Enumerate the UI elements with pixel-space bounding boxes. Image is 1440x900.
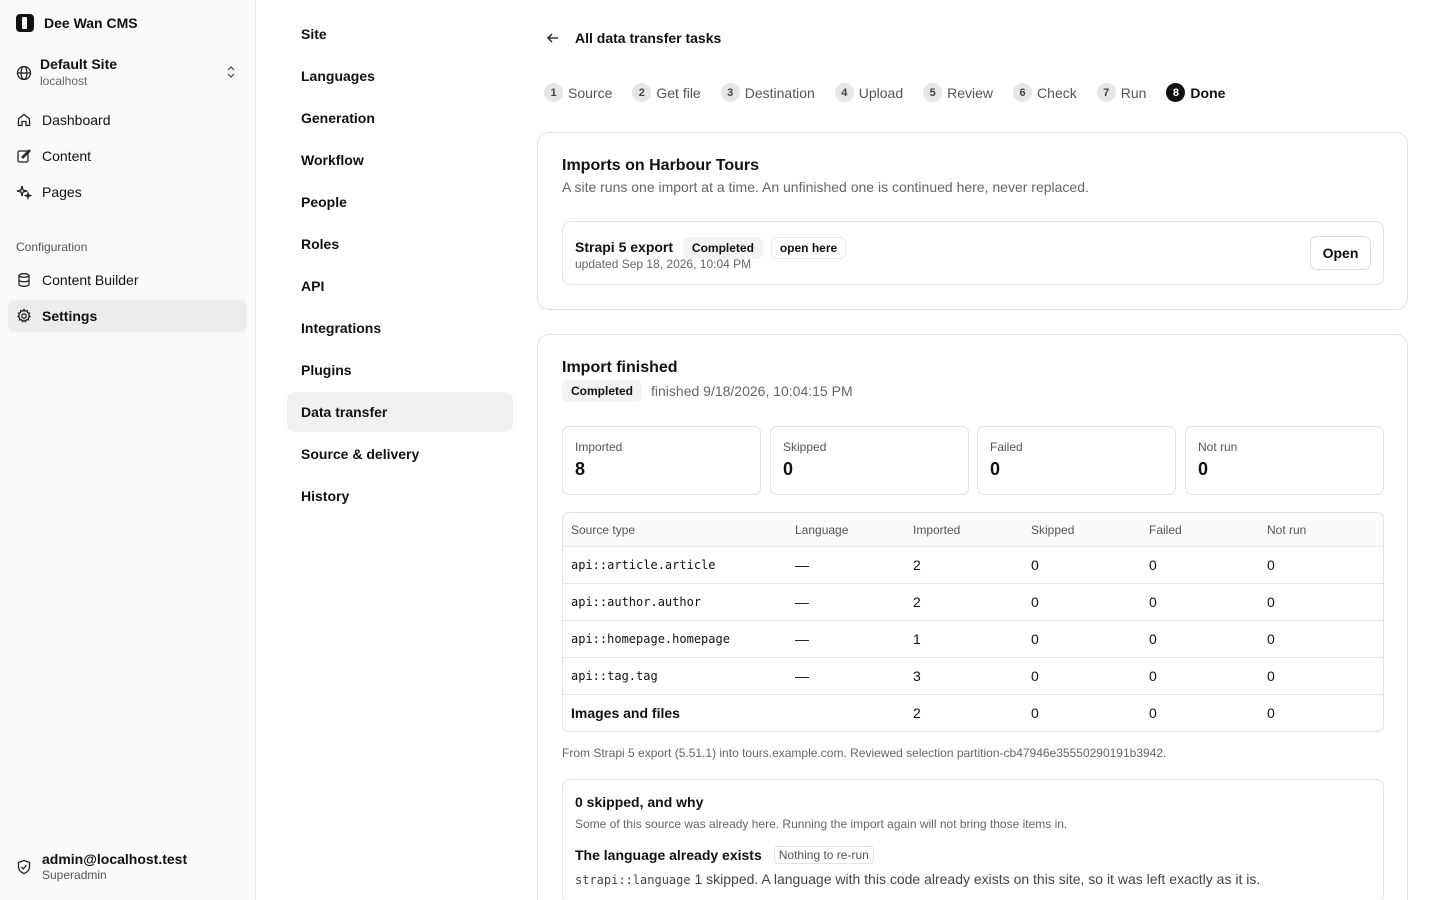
main-nav xyxy=(8,104,247,208)
shield-check-icon xyxy=(16,859,32,875)
imports-card-title: Imports on Harbour Tours xyxy=(562,157,760,174)
step-destination[interactable] xyxy=(721,83,815,102)
step-label: Check xyxy=(1037,84,1077,101)
skipped-explanation xyxy=(562,779,1384,900)
subnav-item-integrations[interactable]: Integrations xyxy=(301,320,382,336)
language-cell: — xyxy=(795,594,809,610)
failed-cell: 0 xyxy=(1149,594,1157,610)
skip-reason-title: The language already exists xyxy=(575,847,762,863)
import-row xyxy=(562,221,1384,285)
globe-icon xyxy=(16,65,32,81)
source-type-cell: api::article.article xyxy=(571,558,716,572)
sparkles-icon xyxy=(16,184,32,200)
open-button[interactable]: Open xyxy=(1310,236,1371,270)
arrow-left-icon xyxy=(545,30,561,46)
stat-label: Skipped xyxy=(783,440,827,454)
settings-submenu xyxy=(287,14,513,518)
step-label: Run xyxy=(1120,84,1147,101)
nav-item-content[interactable] xyxy=(8,140,247,172)
skip-reason-text: 1 skipped. A language with this code already exists on this site, so it was left exactly as it is. xyxy=(690,871,1261,887)
imported-cell: 3 xyxy=(913,668,921,684)
step-get-file[interactable] xyxy=(632,83,700,102)
nav-item-label: Pages xyxy=(42,184,82,200)
finished-card-title: Import finished xyxy=(562,359,678,376)
step-number: 1 xyxy=(544,83,563,102)
subnav-item-history[interactable]: History xyxy=(301,488,350,504)
column-header: Imported xyxy=(913,522,961,537)
step-review[interactable] xyxy=(923,83,993,102)
step-label: Upload xyxy=(858,84,904,101)
chevron-up-down-icon xyxy=(224,64,238,80)
table-row xyxy=(563,583,1383,620)
imported-cell: 1 xyxy=(913,631,921,647)
not-run-cell: 0 xyxy=(1267,705,1275,721)
column-header: Skipped xyxy=(1031,522,1075,537)
finished-time: finished 9/18/2026, 10:04:15 PM xyxy=(651,383,853,399)
import-name: Strapi 5 export xyxy=(575,239,674,255)
imports-card xyxy=(537,132,1408,310)
skipped-cell: 0 xyxy=(1031,557,1039,573)
subnav-item-generation[interactable]: Generation xyxy=(301,110,375,126)
import-title xyxy=(575,237,846,259)
table-header xyxy=(563,513,1383,546)
step-label: Source xyxy=(568,84,613,101)
step-label: Review xyxy=(947,84,994,101)
step-label: Get file xyxy=(656,84,701,101)
site-name: Default Site xyxy=(40,56,118,72)
subnav-item-source-delivery[interactable]: Source & delivery xyxy=(301,446,420,462)
stat-label: Not run xyxy=(1198,440,1238,454)
stat-value: 8 xyxy=(575,459,586,479)
step-label: Destination xyxy=(744,84,815,101)
source-type-cell: Images and files xyxy=(571,705,680,721)
import-footnote: From Strapi 5 export (5.51.1) into tours.example.com. Reviewed selection partition-cb47946e35550290191b3942. xyxy=(562,746,1167,760)
subnav-item-languages[interactable]: Languages xyxy=(301,68,375,84)
failed-cell: 0 xyxy=(1149,631,1157,647)
nav-section-label: Configuration xyxy=(16,240,88,254)
step-number: 3 xyxy=(721,83,740,102)
stat-failed xyxy=(977,426,1176,495)
skipped-cell: 0 xyxy=(1031,631,1039,647)
not-run-cell: 0 xyxy=(1267,631,1275,647)
table-row xyxy=(563,546,1383,583)
app-logo-icon xyxy=(16,14,34,32)
not-run-cell: 0 xyxy=(1267,594,1275,610)
column-header: Failed xyxy=(1149,522,1182,537)
table-row xyxy=(563,657,1383,694)
skip-reason-tag: Nothing to re-run xyxy=(774,846,874,864)
skipped-cell: 0 xyxy=(1031,705,1039,721)
nav-item-label: Settings xyxy=(42,308,98,324)
nav-item-label: Content xyxy=(42,148,92,164)
skip-reason xyxy=(575,846,874,864)
sidebar xyxy=(0,0,256,900)
home-icon xyxy=(16,112,32,128)
back-link[interactable] xyxy=(545,30,721,46)
step-number: 2 xyxy=(632,83,651,102)
subnav-item-api[interactable]: API xyxy=(301,278,325,294)
imported-cell: 2 xyxy=(913,557,921,573)
step-done[interactable] xyxy=(1166,83,1225,102)
subnav-item-data-transfer[interactable]: Data transfer xyxy=(287,392,513,432)
failed-cell: 0 xyxy=(1149,557,1157,573)
results-table xyxy=(562,512,1384,732)
source-type-cell: api::homepage.homepage xyxy=(571,632,730,646)
imported-cell: 2 xyxy=(913,705,921,721)
column-header: Source type xyxy=(571,522,636,537)
nav-item-pages[interactable] xyxy=(8,176,247,208)
source-type-cell: api::author.author xyxy=(571,595,702,609)
not-run-cell: 0 xyxy=(1267,668,1275,684)
step-run[interactable] xyxy=(1097,83,1147,102)
step-label: Done xyxy=(1190,84,1226,101)
step-number: 5 xyxy=(923,83,942,102)
step-upload[interactable] xyxy=(835,83,903,102)
language-cell: — xyxy=(795,557,809,573)
subnav-item-roles[interactable]: Roles xyxy=(301,236,340,252)
table-row xyxy=(563,620,1383,657)
subnav-item-people[interactable]: People xyxy=(301,194,347,210)
source-type-cell: api::tag.tag xyxy=(571,669,658,683)
step-number: 6 xyxy=(1013,83,1032,102)
stat-label: Imported xyxy=(575,440,623,454)
step-number: 7 xyxy=(1097,83,1116,102)
status-badge: Completed xyxy=(562,380,642,402)
language-cell: — xyxy=(795,631,809,647)
table-row-files xyxy=(563,694,1383,731)
skipped-title: 0 skipped, and why xyxy=(575,794,704,810)
step-source[interactable] xyxy=(544,83,612,102)
imports-card-subtitle: A site runs one import at a time. An unfinished one is continued here, never replaced. xyxy=(562,179,1089,195)
edit-icon xyxy=(16,148,32,164)
status-badge: Completed xyxy=(683,237,763,259)
site-host: localhost xyxy=(40,74,88,88)
nav-item-content-builder[interactable] xyxy=(8,264,247,296)
stat-imported xyxy=(562,426,761,495)
app-name: Dee Wan CMS xyxy=(44,15,138,31)
skip-reason-code: strapi::language xyxy=(575,873,691,887)
finished-meta xyxy=(562,380,853,402)
subnav-item-site[interactable]: Site xyxy=(301,26,327,42)
nav-item-dashboard[interactable] xyxy=(8,104,247,136)
nav-item-label: Content Builder xyxy=(42,272,139,288)
step-check[interactable] xyxy=(1013,83,1077,102)
column-header: Language xyxy=(795,522,849,537)
not-run-cell: 0 xyxy=(1267,557,1275,573)
stat-value: 0 xyxy=(990,459,1001,479)
nav-item-settings[interactable] xyxy=(8,300,247,332)
imported-cell: 2 xyxy=(913,594,921,610)
open-here-badge: open here xyxy=(771,237,846,259)
subnav-item-plugins[interactable]: Plugins xyxy=(301,362,352,378)
stat-skipped xyxy=(770,426,969,495)
user-menu[interactable] xyxy=(16,851,187,883)
stat-label: Failed xyxy=(990,440,1023,454)
failed-cell: 0 xyxy=(1149,668,1157,684)
stat-not-run xyxy=(1185,426,1384,495)
skipped-cell: 0 xyxy=(1031,594,1039,610)
stat-value: 0 xyxy=(783,459,794,479)
user-email: admin@localhost.test xyxy=(42,851,188,867)
import-finished-card xyxy=(537,334,1408,900)
failed-cell: 0 xyxy=(1149,705,1157,721)
skip-reason-detail xyxy=(575,871,1260,887)
subnav-item-workflow[interactable]: Workflow xyxy=(301,152,364,168)
gear-icon xyxy=(16,308,32,324)
database-icon xyxy=(16,272,32,288)
config-nav xyxy=(8,264,247,332)
language-cell: — xyxy=(795,668,809,684)
import-updated: updated Sep 18, 2026, 10:04 PM xyxy=(575,257,752,271)
step-number: 4 xyxy=(835,83,854,102)
site-switcher[interactable] xyxy=(16,55,240,91)
user-role: Superadmin xyxy=(42,868,107,882)
nav-item-label: Dashboard xyxy=(42,112,111,128)
column-header: Not run xyxy=(1267,522,1307,537)
skipped-subtitle: Some of this source was already here. Running the import again will not bring those items in. xyxy=(575,817,1068,831)
stat-value: 0 xyxy=(1198,459,1209,479)
skipped-cell: 0 xyxy=(1031,668,1039,684)
step-number: 8 xyxy=(1166,83,1185,102)
stepper xyxy=(544,83,1245,102)
back-link-label: All data transfer tasks xyxy=(575,30,722,46)
brand[interactable] xyxy=(16,14,138,32)
